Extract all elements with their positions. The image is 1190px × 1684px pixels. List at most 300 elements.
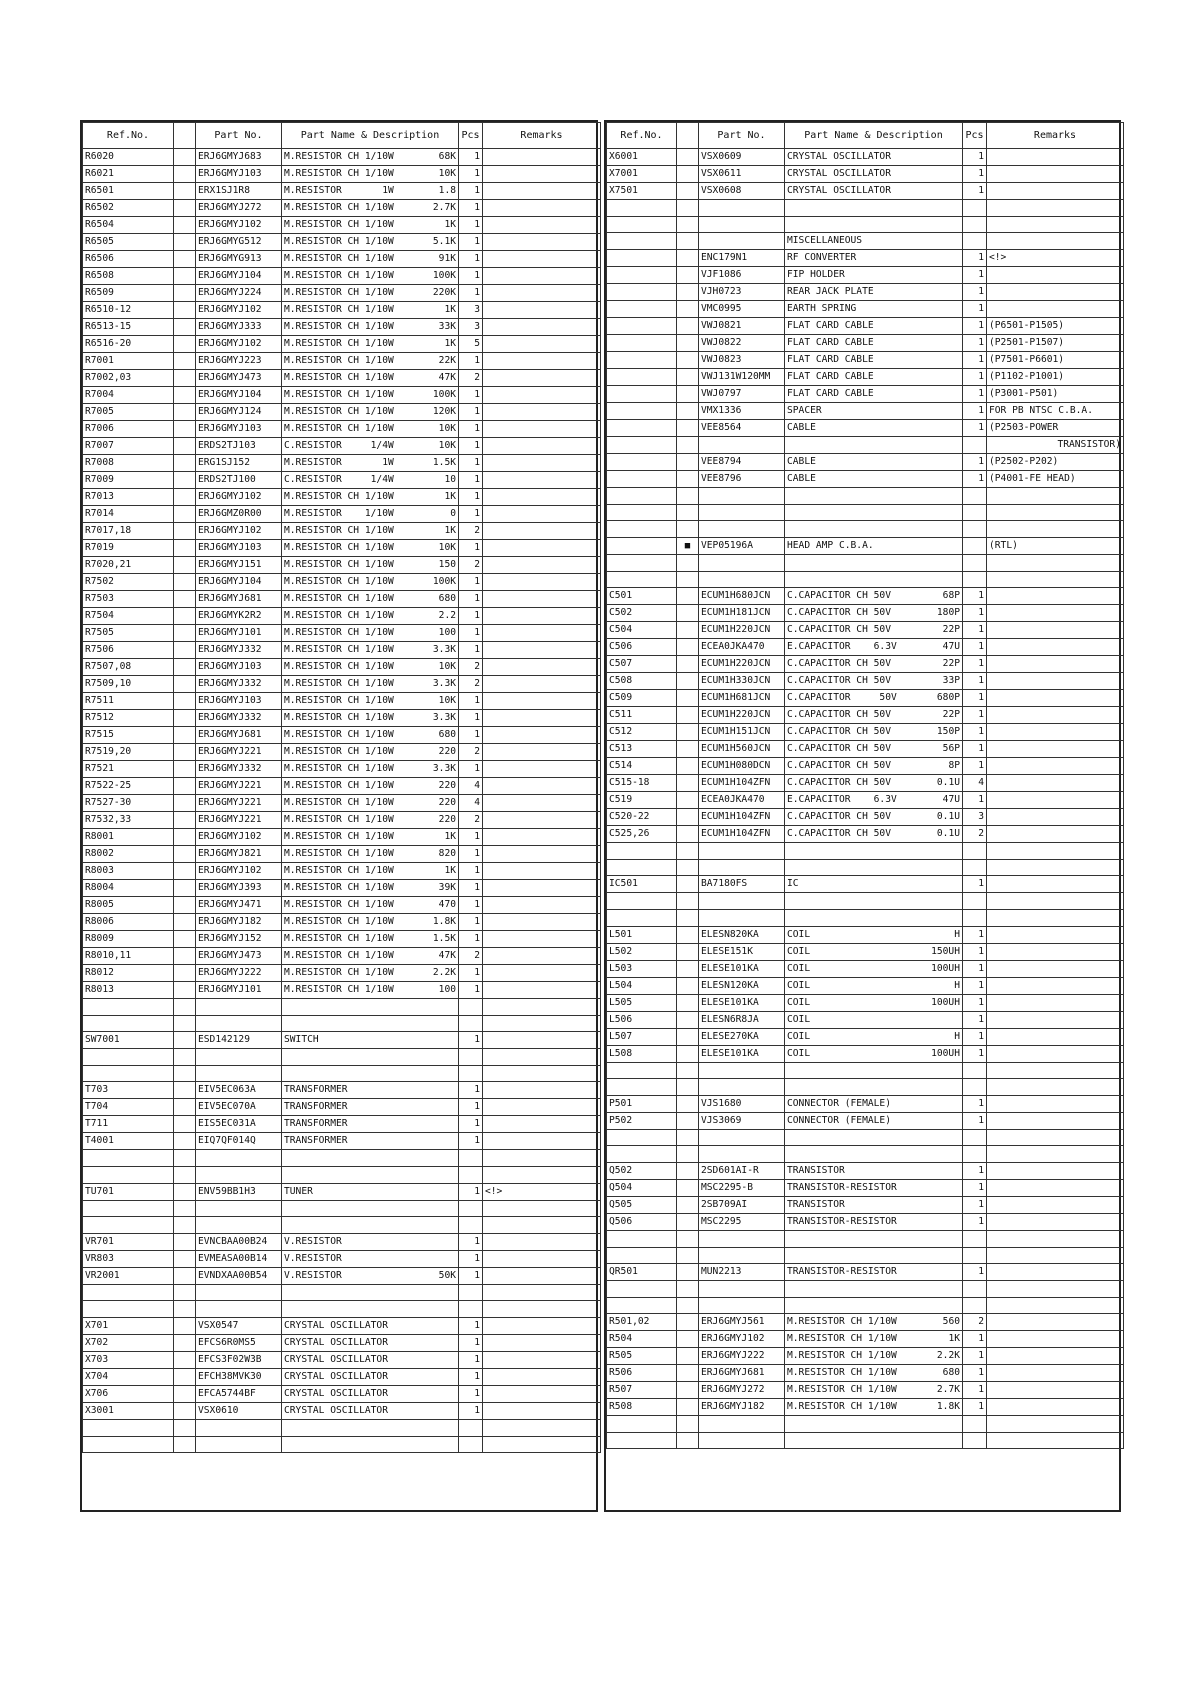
description-text: M.RESISTOR 1W (284, 185, 394, 196)
remarks-cell (987, 1432, 1124, 1449)
mark-cell (677, 758, 699, 775)
description-cell (282, 1032, 459, 1049)
remarks-cell (483, 336, 601, 353)
part-no-cell: ERJ6GMYJ102 (196, 302, 282, 319)
value-text: 2.2K (936, 1350, 960, 1362)
part-no-cell: EVNCBAA00B24 (196, 1233, 282, 1250)
pcs-cell: 1 (459, 1317, 483, 1334)
part-no-cell: ERJ6GMYJ102 (196, 489, 282, 506)
table-row (83, 693, 601, 710)
header-pcs: Pcs (963, 123, 987, 149)
value-text: 100K (432, 270, 456, 281)
description-cell (785, 656, 963, 673)
mark-cell (174, 149, 196, 166)
description-text: M.RESISTOR CH 1/10W (284, 967, 394, 978)
ref-no-cell (607, 437, 677, 454)
mark-cell (174, 1217, 196, 1234)
description-text: FLAT CARD CABLE (787, 388, 874, 400)
value-text (956, 267, 960, 283)
table-row (83, 1436, 601, 1453)
description-cell (785, 1348, 963, 1365)
ref-no-cell: R7502 (83, 574, 174, 591)
ref-no-cell (607, 1297, 677, 1314)
mark-cell (677, 876, 699, 893)
mark-cell (677, 605, 699, 622)
pcs-cell: 1 (459, 404, 483, 421)
table-row (83, 1150, 601, 1167)
description-cell (282, 1099, 459, 1116)
mark-cell (174, 744, 196, 761)
mark-cell (677, 335, 699, 352)
ref-no-cell: R501,02 (607, 1314, 677, 1331)
value-text: 100UH (931, 996, 960, 1008)
remarks-cell (483, 659, 601, 676)
ref-no-cell: R8002 (83, 846, 174, 863)
table-row (83, 1015, 601, 1032)
table-row (83, 1351, 601, 1368)
ref-no-cell: SW7001 (83, 1032, 174, 1049)
mark-cell (174, 336, 196, 353)
table-row (83, 1284, 601, 1301)
part-no-cell: ERJ6GMYK2R2 (196, 608, 282, 625)
remarks-cell (987, 758, 1124, 775)
table-row (607, 149, 1124, 166)
mark-cell (677, 1112, 699, 1129)
description-text: M.RESISTOR CH 1/10W (284, 576, 394, 587)
remarks-cell: (P3001-P501) (987, 386, 1124, 403)
table-row (607, 588, 1124, 605)
ref-no-cell: T704 (83, 1099, 174, 1116)
description-cell (282, 438, 459, 455)
mark-cell (174, 1351, 196, 1368)
ref-no-cell (607, 1146, 677, 1163)
table-row (607, 420, 1124, 437)
description-text: M.RESISTOR CH 1/10W (284, 916, 394, 927)
mark-cell (174, 1267, 196, 1284)
pcs-cell: 1 (459, 1183, 483, 1200)
part-no-cell (699, 521, 785, 538)
mark-cell (174, 285, 196, 302)
part-no-cell: ERJ6GMYJ101 (196, 625, 282, 642)
value-text: 56P (942, 743, 960, 755)
table-row (83, 1082, 601, 1099)
header-pcs: Pcs (459, 123, 483, 149)
part-no-cell: ERJ6GMYG913 (196, 251, 282, 268)
pcs-cell: 1 (963, 403, 987, 420)
remarks-cell (483, 1250, 601, 1267)
part-no-cell: ERJ6GMYJ102 (196, 336, 282, 353)
table-row (607, 386, 1124, 403)
description-cell (785, 588, 963, 605)
remarks-cell (483, 863, 601, 880)
value-text (452, 1234, 456, 1250)
table-row (607, 301, 1124, 318)
description-cell (785, 707, 963, 724)
description-text: M.RESISTOR CH 1/10W (284, 984, 394, 995)
ref-no-cell: R7014 (83, 506, 174, 523)
table-row (83, 1049, 601, 1066)
mark-cell (677, 588, 699, 605)
remarks-cell (483, 574, 601, 591)
remarks-cell (483, 795, 601, 812)
value-text: 10K (438, 542, 456, 553)
table-row (607, 909, 1124, 926)
description-cell (282, 251, 459, 268)
remarks-cell (987, 588, 1124, 605)
part-no-cell: ERJ6GMYJ332 (196, 642, 282, 659)
mark-cell: ■ (677, 537, 699, 554)
ref-no-cell (83, 1200, 174, 1217)
remarks-cell (483, 625, 601, 642)
description-cell (282, 1334, 459, 1351)
description-text: M.RESISTOR CH 1/10W (284, 236, 394, 247)
ref-no-cell: X704 (83, 1368, 174, 1385)
ref-no-cell: R6020 (83, 149, 174, 166)
description-cell (785, 639, 963, 656)
part-no-cell (699, 1432, 785, 1449)
value-text: 1.8K (432, 916, 456, 927)
ref-no-cell: C514 (607, 758, 677, 775)
value-text: 8P (948, 760, 960, 772)
description-cell (785, 758, 963, 775)
ref-no-cell: R7009 (83, 472, 174, 489)
value-text (452, 1369, 456, 1385)
value-text: 2.2K (432, 967, 456, 978)
description-cell (785, 673, 963, 690)
part-no-cell: ERJ6GMYJ102 (196, 217, 282, 234)
value-text: 33P (942, 675, 960, 687)
description-text: RF CONVERTER (787, 252, 857, 264)
mark-cell (677, 554, 699, 571)
ref-no-cell: R6505 (83, 234, 174, 251)
table-row (83, 1250, 601, 1267)
remarks-cell (987, 301, 1124, 318)
table-row (607, 1146, 1124, 1163)
table-row (607, 859, 1124, 876)
value-text: 560 (942, 1316, 960, 1328)
table-row (607, 758, 1124, 775)
pcs-cell (963, 1230, 987, 1247)
mark-cell (677, 1179, 699, 1196)
value-text (452, 1403, 456, 1419)
pcs-cell (963, 1297, 987, 1314)
value-text (956, 1096, 960, 1112)
table-row (83, 1065, 601, 1082)
pcs-cell: 1 (459, 540, 483, 557)
description-cell (282, 1267, 459, 1284)
part-no-cell: ERJ6GMYJ104 (196, 268, 282, 285)
table-row (83, 863, 601, 880)
remarks-cell (987, 1416, 1124, 1433)
mark-cell (677, 1264, 699, 1281)
part-no-cell: ERJ6GMYJ103 (196, 693, 282, 710)
ref-no-cell: R6510-12 (83, 302, 174, 319)
ref-no-cell: T4001 (83, 1133, 174, 1150)
value-text: 100 (438, 627, 456, 638)
pcs-cell: 1 (963, 1348, 987, 1365)
description-cell (785, 1028, 963, 1045)
pcs-cell: 2 (963, 826, 987, 843)
table-row (83, 812, 601, 829)
part-no-cell (699, 571, 785, 588)
description-text: M.RESISTOR CH 1/10W (787, 1384, 897, 1396)
description-cell (282, 1385, 459, 1402)
pcs-cell: 5 (459, 336, 483, 353)
description-text: C.CAPACITOR CH 50V (787, 675, 891, 687)
part-no-cell: ERJ6GMYJ332 (196, 710, 282, 727)
description-text: M.RESISTOR CH 1/10W (284, 797, 394, 808)
ref-no-cell: VR701 (83, 1233, 174, 1250)
mark-cell (174, 659, 196, 676)
remarks-cell (987, 826, 1124, 843)
description-cell (282, 693, 459, 710)
remarks-cell (987, 233, 1124, 250)
mark-cell (677, 1095, 699, 1112)
ref-no-cell: R7507,08 (83, 659, 174, 676)
description-cell (785, 792, 963, 809)
pcs-cell: 1 (963, 352, 987, 369)
part-no-cell: ECUM1H104ZFN (699, 809, 785, 826)
description-cell (785, 622, 963, 639)
ref-no-cell: L505 (607, 994, 677, 1011)
remarks-cell (483, 472, 601, 489)
table-row (83, 166, 601, 183)
ref-no-cell: IC501 (607, 876, 677, 893)
pcs-cell: 2 (459, 948, 483, 965)
remarks-cell (483, 727, 601, 744)
value-text: 1K (444, 219, 456, 230)
value-text: 100UH (931, 962, 960, 974)
ref-no-cell: R8001 (83, 829, 174, 846)
part-no-cell: ERJ6GMYJ103 (196, 421, 282, 438)
part-no-cell: ERJ6GMYJ221 (196, 778, 282, 795)
pcs-cell: 4 (459, 795, 483, 812)
remarks-cell (987, 571, 1124, 588)
mark-cell (677, 267, 699, 284)
value-text: 220 (438, 814, 456, 825)
part-no-cell: ECUM1H181JCN (699, 605, 785, 622)
value-text: 3.3K (432, 763, 456, 774)
pcs-cell: 2 (459, 744, 483, 761)
description-cell (785, 216, 963, 233)
part-no-cell: ERJ6GMYJ221 (196, 812, 282, 829)
description-cell (785, 943, 963, 960)
description-cell (282, 387, 459, 404)
remarks-cell (483, 506, 601, 523)
pcs-cell (459, 1049, 483, 1066)
part-no-cell: VJS3069 (699, 1112, 785, 1129)
table-row (607, 554, 1124, 571)
mark-cell (174, 863, 196, 880)
mark-cell (174, 897, 196, 914)
part-no-cell: VMX1336 (699, 403, 785, 420)
part-no-cell: ERJ6GMYJ681 (196, 591, 282, 608)
part-no-cell: ERJ6GMYJ221 (196, 744, 282, 761)
mark-cell (174, 1368, 196, 1385)
part-no-cell: ELESN820KA (699, 926, 785, 943)
pcs-cell: 1 (459, 1082, 483, 1099)
pcs-cell: 1 (459, 1250, 483, 1267)
ref-no-cell (607, 1432, 677, 1449)
part-no-cell: EIV5EC070A (196, 1099, 282, 1116)
description-cell (785, 488, 963, 505)
mark-cell (677, 741, 699, 758)
pcs-cell: 1 (963, 1213, 987, 1230)
ref-no-cell: TU701 (83, 1183, 174, 1200)
value-text (452, 1352, 456, 1368)
description-cell (785, 1416, 963, 1433)
ref-no-cell: R7001 (83, 353, 174, 370)
remarks-cell (987, 166, 1124, 183)
part-no-cell (699, 233, 785, 250)
remarks-cell (987, 1095, 1124, 1112)
table-row (607, 454, 1124, 471)
table-row (607, 403, 1124, 420)
description-text: M.RESISTOR CH 1/10W (284, 695, 394, 706)
ref-no-cell: R7515 (83, 727, 174, 744)
description-text: COIL (787, 1030, 811, 1042)
mark-cell (677, 301, 699, 318)
remarks-cell (483, 591, 601, 608)
part-no-cell: VMC0995 (699, 301, 785, 318)
remarks-cell (987, 149, 1124, 166)
ref-no-cell (83, 1301, 174, 1318)
remarks-cell (987, 488, 1124, 505)
description-cell (282, 523, 459, 540)
ref-no-cell: R6508 (83, 268, 174, 285)
mark-cell (174, 795, 196, 812)
table-row (83, 880, 601, 897)
value-text (956, 386, 960, 402)
ref-no-cell: X702 (83, 1334, 174, 1351)
mark-cell (677, 1432, 699, 1449)
ref-no-cell (607, 521, 677, 538)
remarks-cell (987, 656, 1124, 673)
description-text: C.CAPACITOR CH 50V (787, 624, 891, 636)
value-text: 10K (438, 423, 456, 434)
part-no-cell: ELESE270KA (699, 1028, 785, 1045)
header-part-no: Part No. (699, 123, 785, 149)
mark-cell (677, 826, 699, 843)
mark-cell (677, 1079, 699, 1096)
mark-cell (174, 319, 196, 336)
ref-no-cell: L508 (607, 1045, 677, 1062)
remarks-cell (987, 741, 1124, 758)
remarks-cell (987, 1129, 1124, 1146)
mark-cell (174, 574, 196, 591)
remarks-cell (987, 1179, 1124, 1196)
description-text: M.RESISTOR CH 1/10W (284, 610, 394, 621)
value-text: 150P (936, 726, 960, 738)
mark-cell (174, 1150, 196, 1167)
remarks-cell (483, 166, 601, 183)
part-no-cell: VWJ131W120MM (699, 369, 785, 386)
remarks-cell (987, 943, 1124, 960)
table-row (607, 1062, 1124, 1079)
remarks-cell (987, 1399, 1124, 1416)
pcs-cell: 1 (459, 642, 483, 659)
table-row (83, 795, 601, 812)
remarks-cell (483, 1301, 601, 1318)
part-no-cell: ERJ6GMYJ124 (196, 404, 282, 421)
pcs-cell: 1 (963, 1028, 987, 1045)
pcs-cell: 1 (459, 965, 483, 982)
value-text (956, 369, 960, 385)
description-cell (282, 914, 459, 931)
description-text: M.RESISTOR CH 1/10W (284, 542, 394, 553)
pcs-cell: 1 (459, 149, 483, 166)
description-text: CRYSTAL OSCILLATOR (284, 1353, 388, 1365)
ref-no-cell: R7532,33 (83, 812, 174, 829)
mark-cell (174, 489, 196, 506)
mark-cell (677, 639, 699, 656)
description-text: M.RESISTOR CH 1/10W (284, 865, 394, 876)
description-cell (282, 1250, 459, 1267)
pcs-cell: 1 (963, 1264, 987, 1281)
part-no-cell: VWJ0797 (699, 386, 785, 403)
description-text: M.RESISTOR CH 1/10W (787, 1316, 897, 1328)
remarks-cell (483, 880, 601, 897)
pcs-cell: 1 (459, 761, 483, 778)
value-text: 10K (438, 661, 456, 672)
remarks-cell (483, 183, 601, 200)
mark-cell (677, 775, 699, 792)
remarks-cell: (RTL) (987, 537, 1124, 554)
pcs-cell: 1 (459, 914, 483, 931)
description-cell (785, 843, 963, 860)
description-cell (785, 250, 963, 267)
remarks-cell (987, 1213, 1124, 1230)
description-text: M.RESISTOR 1W (284, 457, 394, 468)
value-text (452, 1133, 456, 1149)
mark-cell (677, 318, 699, 335)
ref-no-cell (607, 504, 677, 521)
pcs-cell: 1 (459, 285, 483, 302)
table-row (607, 1247, 1124, 1264)
table-row (607, 1314, 1124, 1331)
part-no-cell: ERJ6GMYJ333 (196, 319, 282, 336)
table-row (607, 1348, 1124, 1365)
part-no-cell: ERJ6GMYJ103 (196, 659, 282, 676)
ref-no-cell: R7512 (83, 710, 174, 727)
pcs-cell: 1 (459, 506, 483, 523)
part-no-cell: ECUM1H220JCN (699, 622, 785, 639)
description-cell (282, 149, 459, 166)
description-cell (785, 369, 963, 386)
part-no-cell (699, 1129, 785, 1146)
table-row (83, 948, 601, 965)
description-cell (282, 489, 459, 506)
part-no-cell: ERJ6GMYJ224 (196, 285, 282, 302)
remarks-cell (483, 557, 601, 574)
description-cell (282, 863, 459, 880)
pcs-cell: 1 (963, 741, 987, 758)
pcs-cell: 1 (963, 250, 987, 267)
mark-cell (174, 1049, 196, 1066)
remarks-cell: (P2503-POWER (987, 420, 1124, 437)
mark-cell (677, 488, 699, 505)
table-row (607, 775, 1124, 792)
pcs-cell: 1 (963, 960, 987, 977)
value-text: 47U (942, 794, 960, 806)
mark-cell (677, 1213, 699, 1230)
description-cell (785, 200, 963, 217)
description-text: M.RESISTOR CH 1/10W (284, 559, 394, 570)
pcs-cell (963, 554, 987, 571)
mark-cell (677, 454, 699, 471)
part-no-cell: VWJ0821 (699, 318, 785, 335)
value-text (452, 1184, 456, 1200)
